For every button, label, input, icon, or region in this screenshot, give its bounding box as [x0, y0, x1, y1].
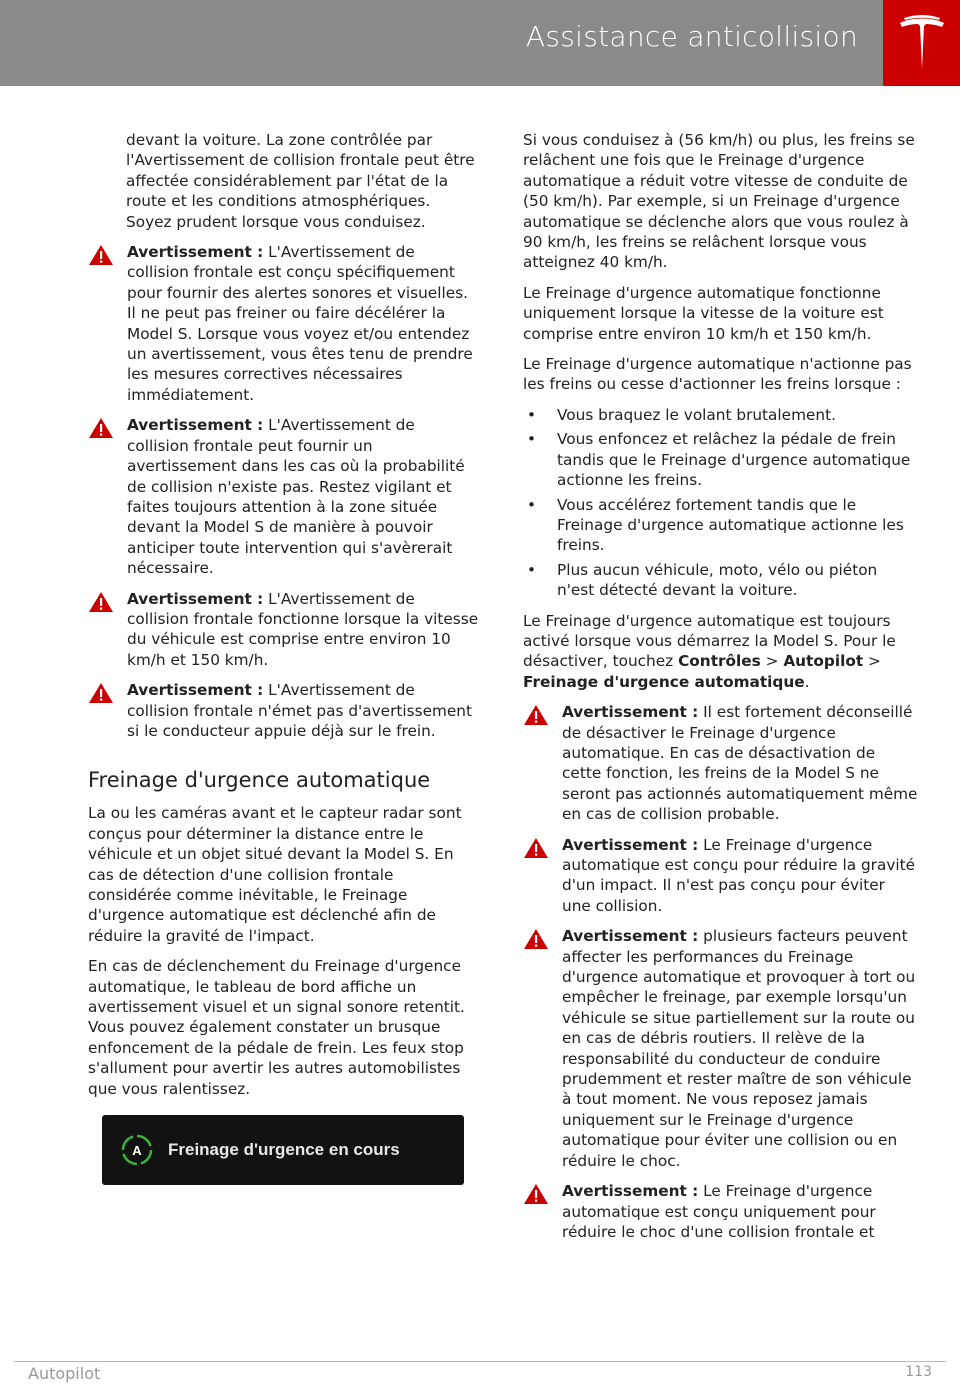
autopilot-a-icon — [120, 1133, 154, 1167]
warning-text: L'Avertissement de collision frontale n'émet pas d'avertissement si le conducteur appuie déjà sur le frein. — [127, 681, 472, 740]
banner-icon-letter: A — [132, 1143, 142, 1159]
warning-text: Le Freinage d'urgence automatique est conçu uniquement pour réduire le choc d'une collision frontale et — [562, 1182, 876, 1241]
warning-triangle-icon — [523, 928, 549, 950]
warning-triangle-icon — [523, 704, 549, 726]
footer-section: Autopilot — [28, 1364, 101, 1383]
bullet-list — [523, 405, 918, 601]
warning-block — [88, 415, 480, 578]
warning-text: L'Avertissement de collision frontale est conçu spécifiquement pour fournir des alertes sonores et visuelles. Il ne peut pas freiner ou faire décélérer la Model S. Lorsque vous voyez et/ou entendez un avertissement, vous êtes tenu de prendre les mesures correctives nécessaires immédiatement. — [127, 243, 473, 404]
warning-label: Avertissement : — [562, 1182, 699, 1201]
list-item: • Vous enfoncez et relâchez la pédale de frein tandis que le Freinage d'urgence automatique actionne les freins. — [527, 430, 911, 490]
bullet-dot: • — [527, 430, 537, 449]
bullet-dot: • — [527, 560, 537, 579]
warning-label: Avertissement : — [127, 243, 264, 262]
warning-block — [88, 680, 480, 741]
warning-block — [523, 702, 918, 824]
warning-triangle-icon — [523, 837, 549, 859]
right-column — [523, 130, 918, 1252]
tesla-logo-icon — [897, 15, 947, 71]
warning-triangle-icon — [88, 682, 114, 704]
menu-path-emergency-braking: Freinage d'urgence automatique — [523, 672, 805, 691]
menu-path-autopilot: Autopilot — [783, 652, 864, 671]
section-paragraph: La ou les caméras avant et le capteur radar sont conçus pour déterminer la distance entre le véhicule et un objet situé devant la Model S. En cas de détection d'une collision frontale considérée comme inévitable, le Freinage d'urgence automatique est déclenché afin de réduire la gravité de l'impact. — [88, 804, 462, 945]
warning-text: Il est fortement déconseillé de désactiver le Freinage d'urgence automatique. En cas de désactivation de cette fonction, les freins de la Model S ne seront pas actionnés automatiquement même en cas de collision probable. — [562, 703, 918, 824]
page-number: 113 — [905, 1364, 932, 1380]
warning-block — [523, 835, 918, 917]
paragraph: Le Freinage d'urgence automatique n'actionne pas les freins ou cesse d'actionner les freins lorsque : — [523, 355, 912, 394]
footer-divider — [14, 1361, 946, 1362]
warning-triangle-icon — [88, 591, 114, 613]
warning-triangle-icon — [88, 417, 114, 439]
warning-text: L'Avertissement de collision frontale peut fournir un avertissement dans les cas où la probabilité de collision n'existe pas. Restez vigilant et faites toujours attention à la zone située devant la Model S de manière à pouvoir anticiper toute intervention qui s'avèrerait nécessaire. — [127, 416, 465, 578]
menu-path-controls: Contrôles — [678, 652, 761, 671]
warning-label: Avertissement : — [562, 703, 699, 722]
paragraph: Si vous conduisez à (56 km/h) ou plus, les freins se relâchent une fois que le Freinage d'urgence automatique a réduit votre vitesse de conduite de (50 km/h). Par exemple, si un Freinage d'urgence automatique se déclenche alors que vous roulez à 90 km/h, les freins se relâchent lorsque vous atteignez 40 km/h. — [523, 131, 915, 272]
emergency-braking-banner — [102, 1115, 464, 1185]
list-item: • Vous braquez le volant brutalement. — [527, 405, 836, 424]
intro-paragraph: devant la voiture. La zone contrôlée par l'Avertissement de collision frontale peut être affectée considérablement par l'état de la route et les conditions atmosphériques. Soyez prudent lorsque vous conduisez. — [126, 131, 475, 231]
warning-block — [88, 589, 480, 671]
warning-text: L'Avertissement de collision frontale fonctionne lorsque la vitesse du véhicule est comprise entre environ 10 km/h et 150 km/h. — [127, 589, 479, 669]
menu-separator: > — [863, 652, 881, 671]
warning-triangle-icon — [88, 244, 114, 266]
banner-text: Freinage d'urgence en cours — [168, 1140, 400, 1160]
list-item: • Plus aucun véhicule, moto, vélo ou piéton n'est détecté devant la voiture. — [527, 560, 878, 600]
warning-label: Avertissement : — [562, 927, 699, 946]
section-heading: Freinage d'urgence automatique — [88, 768, 431, 793]
tesla-logo — [883, 0, 960, 86]
bullet-dot: • — [527, 405, 537, 424]
warning-block — [88, 242, 480, 405]
bullet-dot: • — [527, 495, 537, 514]
warning-text: Le Freinage d'urgence automatique est conçu pour réduire la gravité d'un impact. Il n'est pas conçu pour éviter une collision. — [562, 835, 916, 915]
warning-block — [523, 926, 918, 1171]
left-column — [88, 130, 480, 1185]
page-title: Assistance anticollision — [525, 20, 858, 53]
menu-separator: > — [760, 652, 784, 671]
warning-label: Avertissement : — [127, 681, 264, 700]
warning-label: Avertissement : — [127, 589, 264, 608]
warning-triangle-icon — [523, 1183, 549, 1205]
warning-label: Avertissement : — [127, 416, 264, 435]
paragraph: Le Freinage d'urgence automatique est toujours activé lorsque vous démarrez la Model S. Pour le désactiver, touchez Contrôles > Autopilot > Freinage d'urgence automatique. — [523, 611, 896, 691]
paragraph: Le Freinage d'urgence automatique fonctionne uniquement lorsque la vitesse de la voiture est comprise entre environ 10 km/h et 150 km/h. — [523, 283, 884, 343]
warning-label: Avertissement : — [562, 835, 699, 854]
warning-block — [523, 1181, 918, 1242]
section-paragraph: En cas de déclenchement du Freinage d'urgence automatique, le tableau de bord affiche un avertissement visuel et un signal sonore retentit. Vous pouvez également constater un brusque enfoncement de la pédale de frein. Les feux stop s'allument pour avertir les autres automobilistes que vous ralentissez. — [88, 957, 465, 1098]
warning-text: plusieurs facteurs peuvent affecter les performances du Freinage d'urgence automatique et provoquer à tort ou empêcher le freinage, par exemple lorsqu'un véhicule se situe partiellement sur la route ou en cas de débris routiers. Il relève de la responsabilité du conducteur de conduire prudemment et rester maître de son véhicule à tout moment. Ne vous reposez jamais uniquement sur le Freinage d'urgence automatique pour éviter une collision ou en réduire le choc. — [562, 927, 916, 1170]
list-item: • Vous accélérez fortement tandis que le Freinage d'urgence automatique actionne les freins. — [527, 495, 904, 555]
